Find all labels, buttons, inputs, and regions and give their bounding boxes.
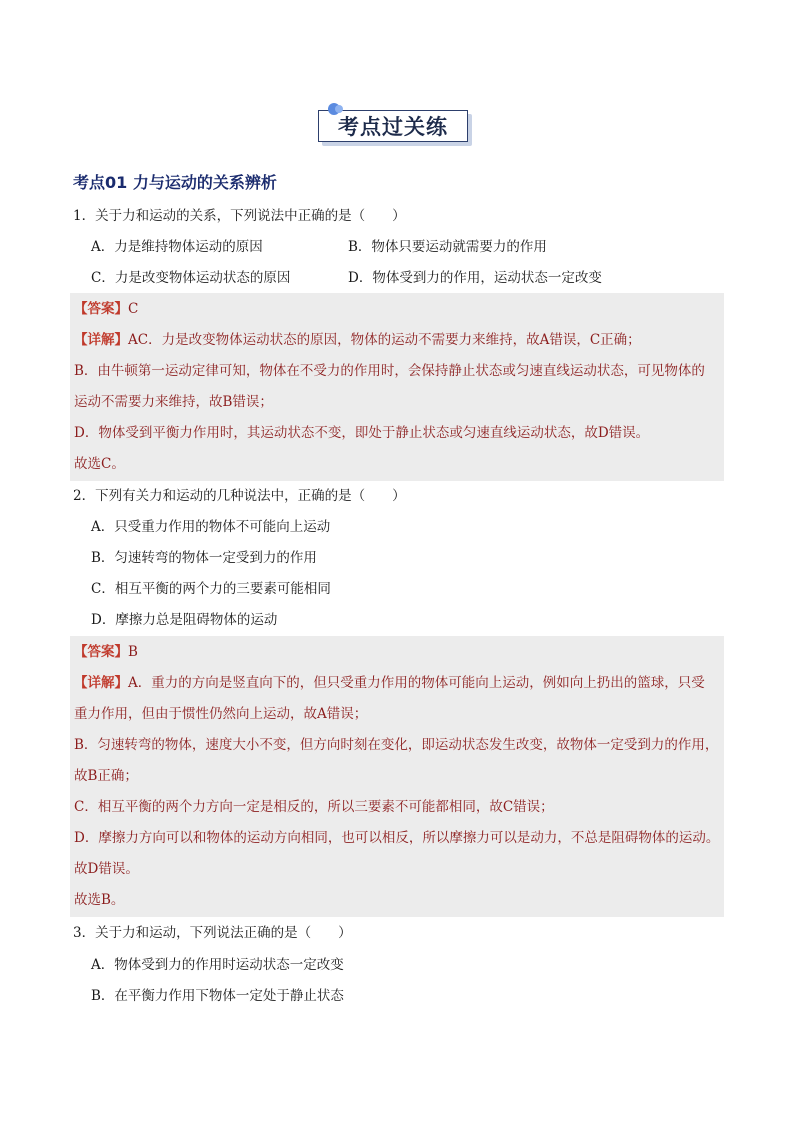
detail-line: B．由牛顿第一运动定律可知，物体在不受力的作用时，会保持静止状态或匀速直线运动状态，可见物体的 [74,363,705,379]
section-title: 考点01 力与运动的关系辨析 [73,173,277,192]
detail-line: B．匀速转弯的物体，速度大小不变，但方向时刻在变化，即运动状态发生改变，故物体一定受到力的作用， [74,737,719,753]
detail-line: D．物体受到平衡力作用时，其运动状态不变，即处于静止状态或匀速直线运动状态，故D错误。 [74,425,650,441]
question-1-option-c: C．力是改变物体运动状态的原因 [91,270,291,286]
detail-line: 故选B。 [74,892,125,908]
detail-text: A．重力的方向是竖直向下的，但只受重力作用的物体可能向上运动，例如向上扔出的篮球，只受 [128,675,705,691]
detail-line: 故选C。 [74,456,125,472]
detail-tag: 【详解】 [74,675,128,691]
answer-value: C [128,301,139,317]
question-1-answer-block [70,293,724,481]
question-2-option-b: B．匀速转弯的物体一定受到力的作用 [91,550,317,566]
detail-line: C．相互平衡的两个力方向一定是相反的，所以三要素不可能都相同，故C错误； [74,799,554,815]
question-3-option-b: B．在平衡力作用下物体一定处于静止状态 [91,988,344,1004]
question-2-answer-block [70,636,724,917]
banner-title: 考点过关练 [318,110,468,142]
question-2-stem: 2．下列有关力和运动的几种说法中，正确的是（ ） [73,488,406,504]
detail-line: D．摩擦力方向可以和物体的运动方向相同，也可以相反，所以摩擦力可以是动力，不总是阻碍物体的运动。 [74,830,720,846]
answer-value: B [128,644,138,660]
answer-tag: 【答案】 [74,644,128,660]
question-3-stem: 3．关于力和运动，下列说法正确的是（ ） [73,925,352,941]
detail-line [74,673,705,693]
question-1-option-a: A．力是维持物体运动的原因 [91,239,263,255]
detail-text: AC．力是改变物体运动状态的原因，物体的运动不需要力来维持，故A错误，C正确； [128,332,641,348]
banner-dot-icon [335,105,343,113]
answer-line [74,642,138,662]
question-2-option-a: A．只受重力作用的物体不可能向上运动 [91,519,331,535]
question-1-option-d: D．物体受到力的作用，运动状态一定改变 [348,270,602,286]
question-1-option-b: B．物体只要运动就需要力的作用 [348,239,547,255]
section-banner [318,110,472,146]
question-2-option-c: C．相互平衡的两个力的三要素可能相同 [91,581,331,597]
detail-tag: 【详解】 [74,332,128,348]
question-1-stem: 1．关于力和运动的关系，下列说法中正确的是（ ） [73,208,406,224]
answer-line [74,299,138,319]
detail-line [74,330,641,350]
question-2-option-d: D．摩擦力总是阻碍物体的运动 [91,612,278,628]
detail-line: 重力作用，但由于惯性仍然向上运动，故A错误； [74,706,368,722]
question-3-option-a: A．物体受到力的作用时运动状态一定改变 [91,957,344,973]
detail-line: 故B正确； [74,768,138,784]
detail-line: 运动不需要力来维持，故B错误； [74,394,273,410]
answer-tag: 【答案】 [74,301,128,317]
detail-line: 故D错误。 [74,861,139,877]
